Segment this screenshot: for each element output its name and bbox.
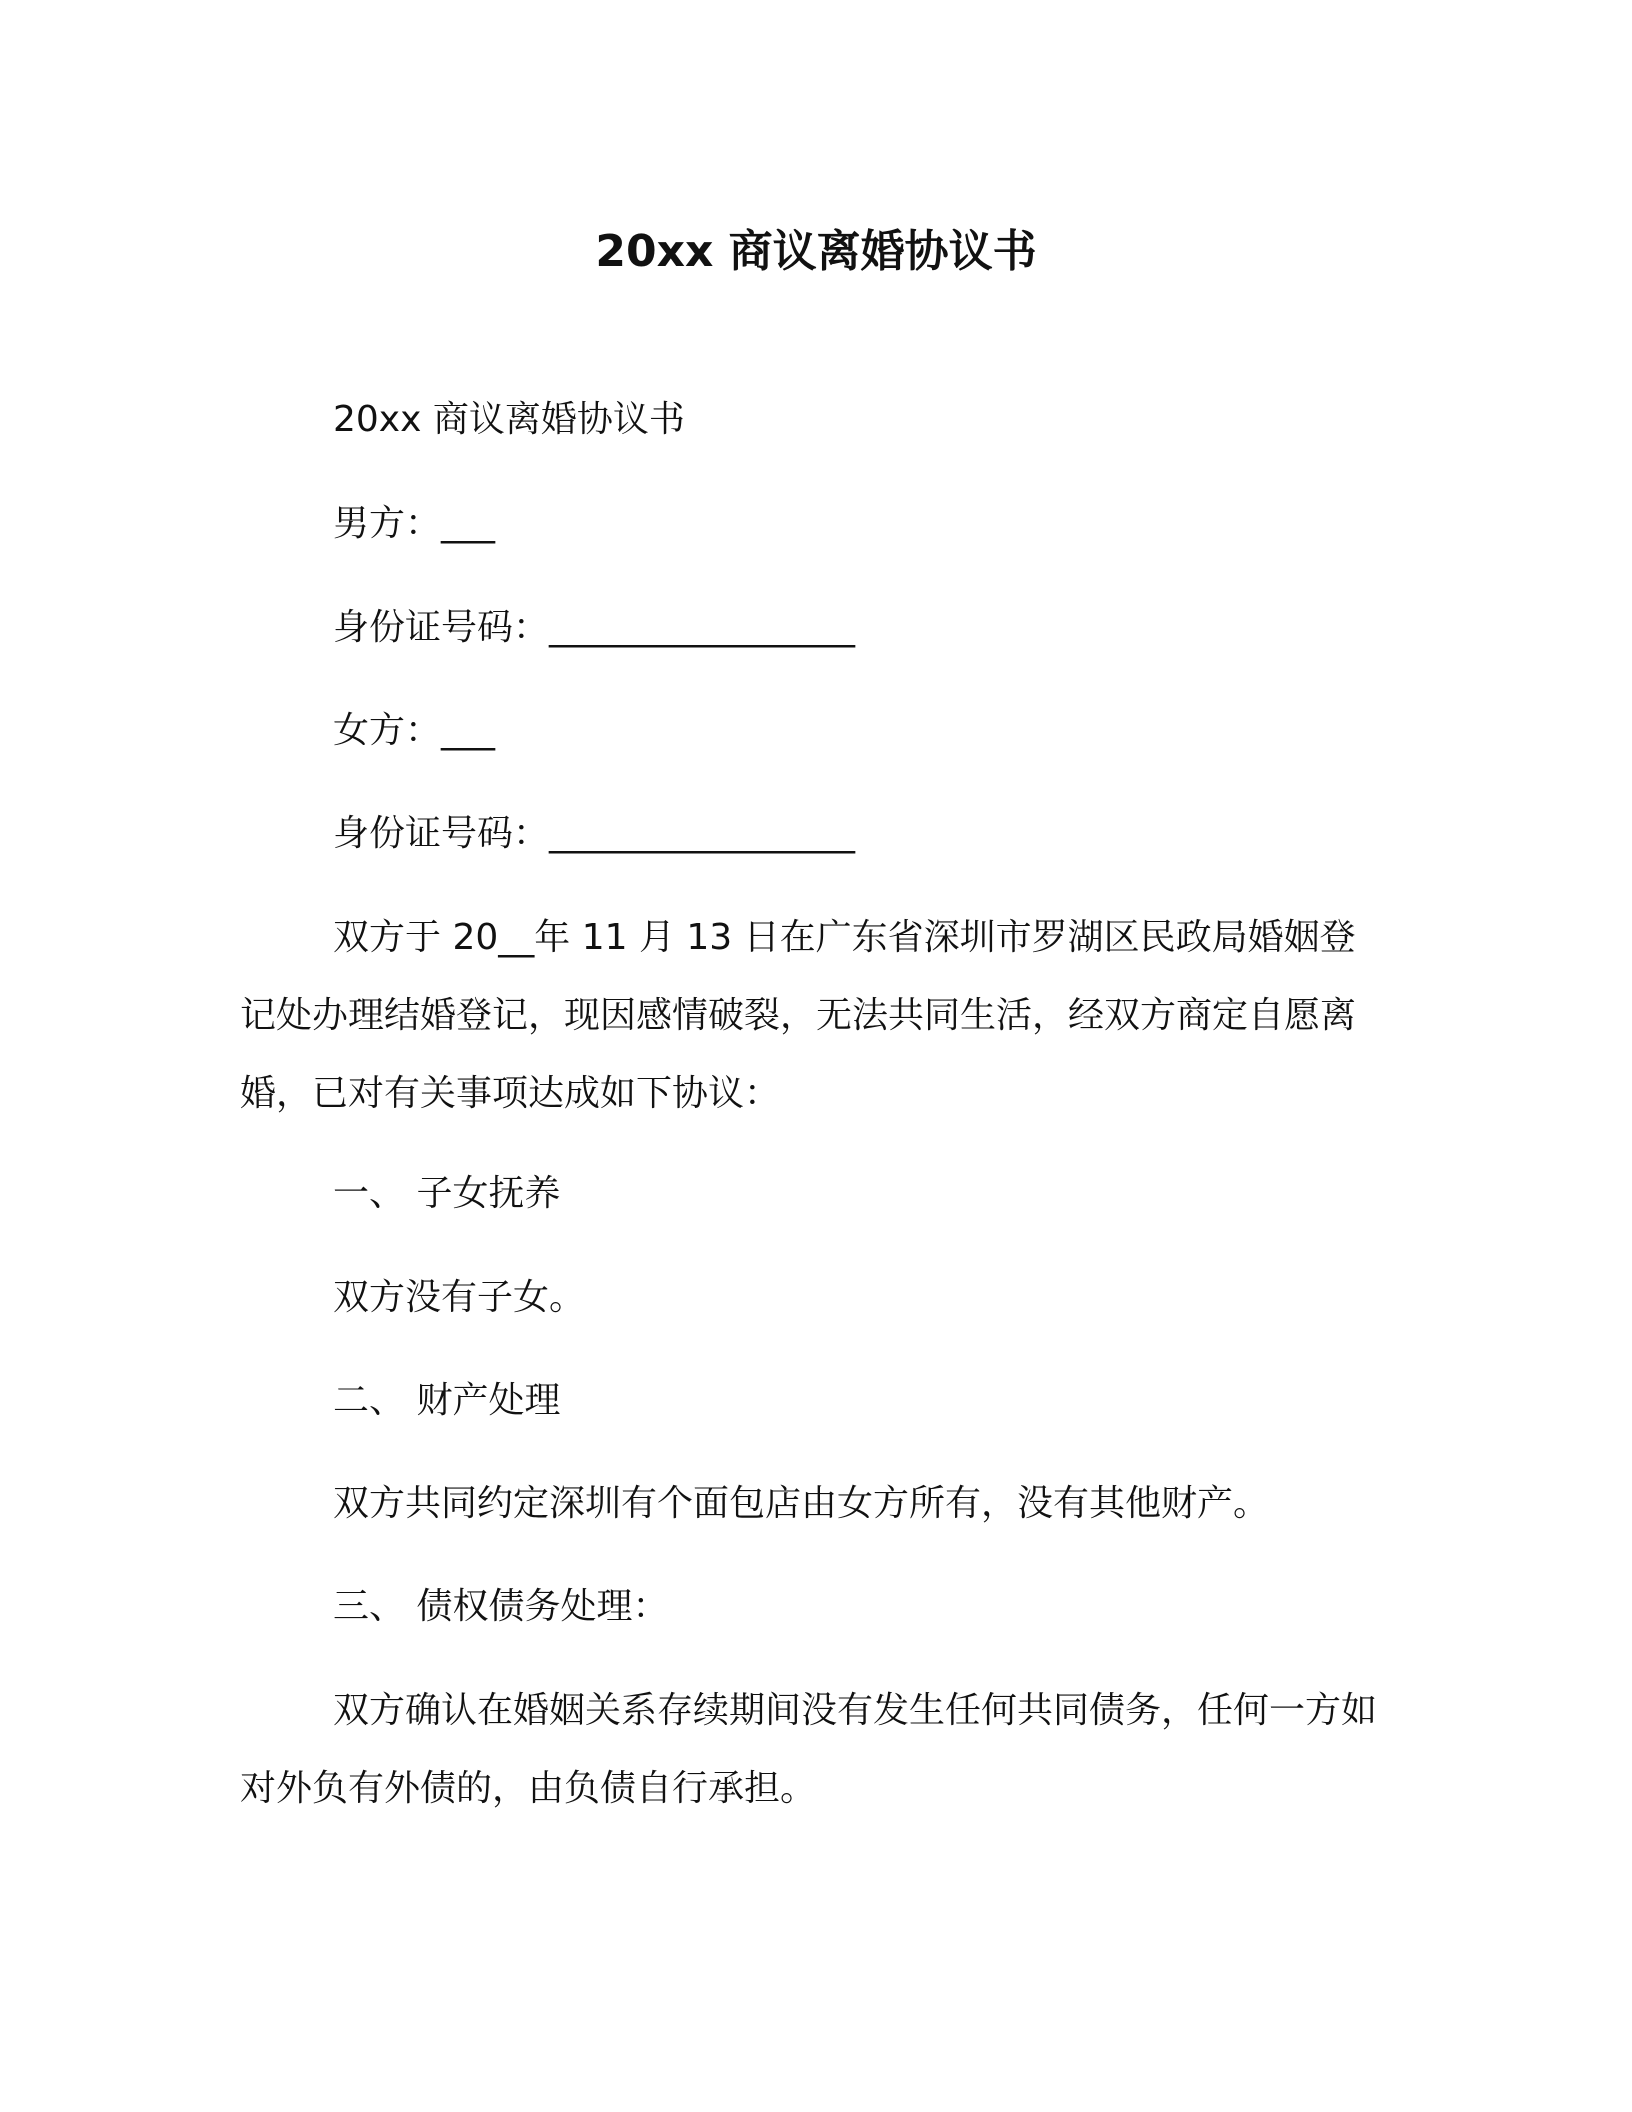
- section-heading-property: 二、 财产处理: [333, 1380, 561, 1421]
- male-party-field: 男方：___: [333, 503, 496, 544]
- female-party-field: 女方：___: [333, 710, 496, 751]
- section-heading-debts: 三、 债权债务处理：: [333, 1586, 669, 1627]
- section-heading-child-custody: 一、 子女抚养: [333, 1173, 561, 1214]
- section-text-property: 双方共同约定深圳有个面包店由女方所有，没有其他财产。: [333, 1483, 1270, 1524]
- female-id-number-field: 身份证号码：_________________: [333, 813, 856, 854]
- section-text-debts: 双方确认在婚姻关系存续期间没有发生任何共同债务，任何一方如 对外负有外债的，由负债自行承担。: [240, 1690, 1378, 1809]
- intro-paragraph: 双方于 20__年 11 月 13 日在广东省深圳市罗湖区民政局婚姻登记处办理结婚登记，现因感情破裂，无法共同生活，经双方商定自愿离婚，已对有关事项达成如下协议：: [240, 917, 1357, 1114]
- document-title: 20xx 商议离婚协议书: [595, 226, 1037, 277]
- section-text-child-custody: 双方没有子女。: [333, 1277, 586, 1318]
- male-id-number-field: 身份证号码：_________________: [333, 607, 856, 648]
- document-subtitle: 20xx 商议离婚协议书: [333, 399, 685, 440]
